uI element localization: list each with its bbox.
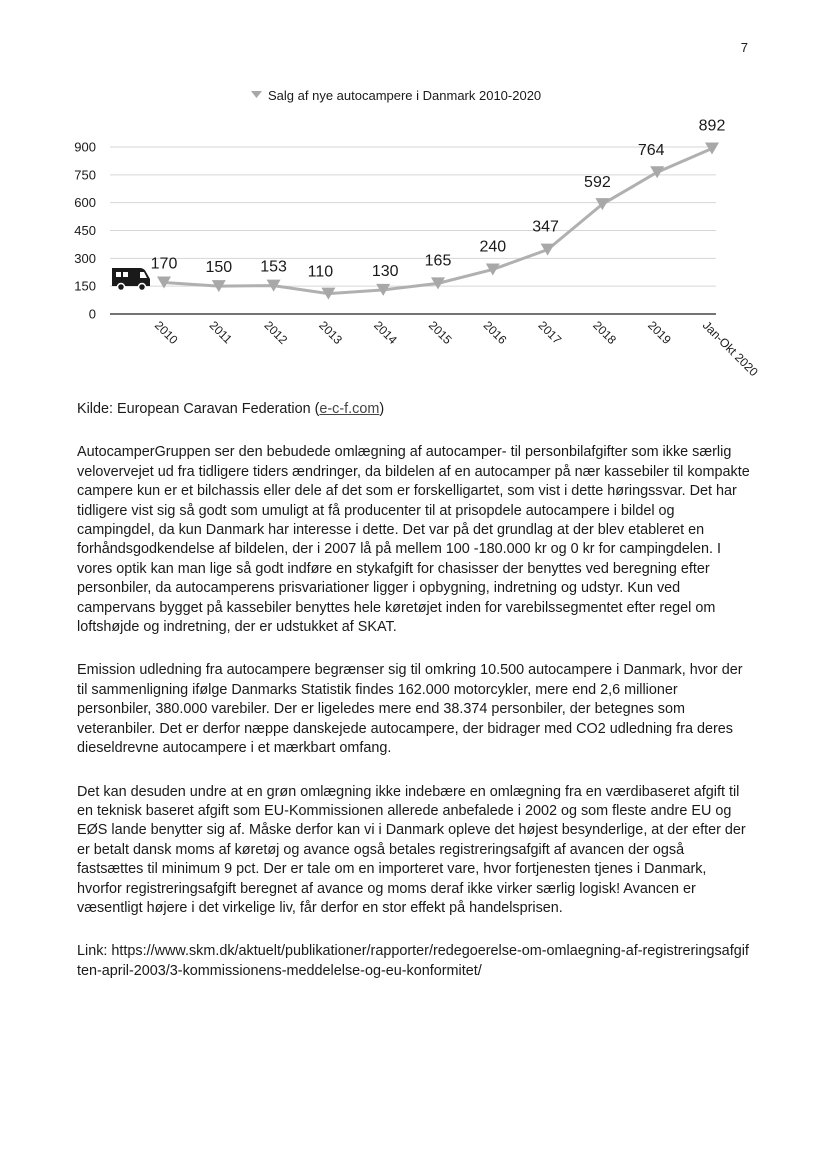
series-markers xyxy=(157,142,719,299)
x-tick-label: 2018 xyxy=(590,318,620,348)
x-tick-label: 2019 xyxy=(645,318,674,348)
x-tick-label: 2015 xyxy=(425,318,455,348)
x-tick-label: 2011 xyxy=(206,318,235,347)
y-tick-label: 150 xyxy=(74,278,96,294)
data-label: 153 xyxy=(260,258,287,276)
y-axis-ticks xyxy=(74,140,96,322)
chart-legend xyxy=(251,88,541,103)
y-tick-label: 750 xyxy=(74,167,96,183)
paragraph-autocamper-taxation: AutocamperGruppen ser den bebudede omlægning af autocamper- til personbilafgifter som ikke særlig velovervejet ud fra tidligere tiders ændringer, da bildelen af en autocamper på nær kassebiler til kompakte campere kun er et bilchassis eller dele af det som er forskelligartet, som vist i dette høringssvar. Det har tidligere vist sig så godt som umuligt at få producenter til at prisopdele autocampere i bildel og campingdel, da kun Danmark har interesse i dette. Det var på det grundlag at der blev etableret en forhåndsgodkendelse af bildelen, der i 2007 lå på mellem 100 -180.000 kr og 0 kr for campingdelen. I vores optik kan man lige så godt indføre en stykafgift for chasisser der benyttes ved beregning efter personbiler, da autocamperens prisvariationer ligger i opbygning, indretning og udstyr. Kun ved campervans bygget på kassebiler benyttes hele køretøjet inden for varebilssegmentet efter regel om loftshøjde og indretning, der er udstukket af SKAT. xyxy=(77,444,750,636)
chart-source xyxy=(77,400,752,419)
x-tick-label: 2017 xyxy=(535,318,565,348)
data-label: 110 xyxy=(307,263,334,281)
camper-van-icon xyxy=(112,268,150,291)
x-tick-label: 2013 xyxy=(316,318,346,348)
data-label: 592 xyxy=(584,174,611,192)
y-tick-label: 600 xyxy=(74,195,96,211)
chart-title: Salg af nye autocampere i Danmark 2010-2020 xyxy=(268,88,542,103)
y-tick-label: 450 xyxy=(74,223,96,238)
chart-grid xyxy=(110,147,716,286)
series-line xyxy=(164,148,712,293)
paragraph-green-conversion: Det kan desuden undre at en grøn omlægning ikke indebære en omlægning fra en værdibaseret afgift til en teknisk baseret afgift som EU-Kommissionen allerede anbefalede i 2002 og som fleste andre EU og EØS lande benytter sig af. Måske derfor kan vi i Danmark opleve det højest besynderlige, at der efter der er betalt dansk moms af køretøj og avance også betales registreringsafgift af avancen der også fastsættes til minimum 9 pct. Der er tale om en importeret vare, hvor fortjenesten tjenes i Danmark, hvorfor registreringsafgift beregnet af avance og moms deraf ikke virker særlig logisk! Avancen er væsentligt højere i det virkelige liv, får derfor en stor effekt på handelsprisen. xyxy=(77,783,746,916)
y-tick-label: 300 xyxy=(74,250,96,266)
source-label: Kilde: European Caravan Federation ( xyxy=(77,401,320,417)
y-tick-label: 0 xyxy=(88,306,96,322)
data-point xyxy=(705,142,719,154)
x-tick-label: 2012 xyxy=(261,318,291,348)
x-tick-label: 2010 xyxy=(151,318,181,348)
x-tick-label: Jan-Okt 2020 xyxy=(699,318,761,380)
data-labels xyxy=(151,117,726,280)
data-label: 764 xyxy=(637,142,665,160)
x-tick-label: 2014 xyxy=(371,318,400,348)
y-tick-label: 900 xyxy=(74,139,96,155)
legend-marker-icon xyxy=(251,91,262,98)
data-label: 892 xyxy=(698,117,726,135)
x-axis-ticks xyxy=(152,318,761,379)
document-body xyxy=(77,400,752,981)
data-label: 170 xyxy=(150,255,178,273)
paragraph-emission: Emission udledning fra autocampere begrænser sig til omkring 10.500 autocampere i Danmark, hvor der til sammenligning ifølge Danmarks Statistik findes 162.000 motorcykler, mere end 2,6 millioner personbiler, 380.000 varebiler. Der er ligeledes mere end 38.374 personbiler, der betegnes som veteranbiler. Det er derfor næppe danskejede autocampere, der bidrager med CO2 udledning fra deres dieseldrevne autocampere i et mærkbart omfang. xyxy=(77,662,743,757)
data-point xyxy=(541,244,555,256)
link-line xyxy=(77,942,752,981)
x-tick-label: 2016 xyxy=(480,318,510,348)
source-link[interactable]: e-c-f.com xyxy=(319,401,380,417)
page-number: 7 xyxy=(740,40,748,55)
link-label: Link: xyxy=(77,943,108,960)
data-label: 347 xyxy=(532,218,559,236)
data-label: 130 xyxy=(371,262,399,280)
link-url[interactable]: https://www.skm.dk/aktuelt/publikationer/rapporter/redegoerelse-om-omlaegning-af-registreringsafgiften-april-2003/3-kommissionens-meddelelse-og-eu-konformitet/ xyxy=(77,943,749,979)
data-label: 150 xyxy=(205,259,233,277)
data-label: 240 xyxy=(479,238,507,256)
sales-line-chart xyxy=(0,0,828,395)
data-label: 165 xyxy=(424,252,452,270)
source-close: ) xyxy=(379,401,385,417)
